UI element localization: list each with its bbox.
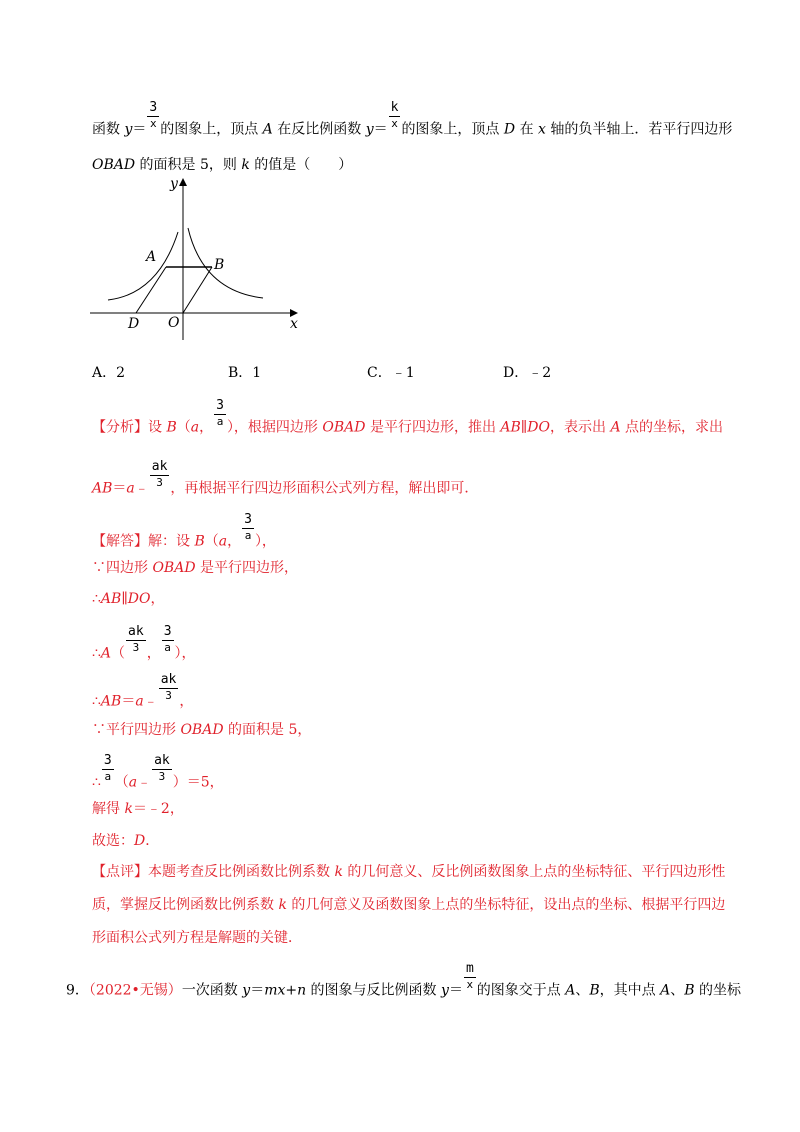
text: 的坐标 [694,982,741,999]
text: ∵四边形 [92,560,153,576]
var-a: a [218,533,228,550]
var-a: a [126,480,135,497]
text: 的图象上，顶点 [160,121,263,138]
text: 是平行四边形，推出 [365,419,501,436]
var-y: y [124,121,133,138]
text: ∴ [92,693,101,710]
text: ∵平行四边形 [92,722,181,738]
text: 的图象上，顶点 [401,121,504,138]
text: 函数 [92,121,125,138]
numerator: 3 [216,398,224,413]
var-y: y [242,982,251,999]
fraction-3-over-a [162,624,174,655]
text: 设 [148,419,167,436]
option-d: D．﹣2 [503,365,552,381]
denominator: a [164,641,171,654]
label-D: D [128,316,140,332]
var-A: A [610,419,621,436]
fraction-3-over-a [214,398,226,429]
fraction-3-over-a [102,753,114,784]
var-AB: AB [100,693,122,710]
var-B: B [589,982,600,999]
denominator: x [466,978,474,991]
analysis-line2 [92,459,479,504]
var-AB-parallel-DO: AB∥DO [100,591,151,607]
denominator: a [104,770,112,783]
var-OBAD: OBAD [152,560,196,576]
solution-step2 [92,558,298,578]
var-A: A [565,982,576,999]
text: ∴ [92,774,101,791]
var-y: y [441,982,449,999]
label-x: x [290,316,298,332]
text: ， [227,533,242,550]
text: 的几何意义、反比例函数图象上点的坐标特征、平行四边形性 [342,864,726,880]
text: 形面积公式列方程是解题的关键． [92,930,302,946]
minus: ﹣ [134,480,149,497]
text: ＝﹣2， [132,801,184,817]
var-A: A [660,982,671,999]
text: （ [204,533,219,550]
equals: ＝ [250,982,265,999]
label-A: A [146,249,157,265]
text: 解：设 [148,533,195,550]
solution-step3 [92,589,165,609]
var-D: D [503,121,516,138]
solution-step5 [92,672,194,717]
comment-line3 [92,928,302,948]
text: （ [111,645,126,662]
text: 的几何意义及函数图象上点的坐标特征，设出点的坐标、根据平行四边 [286,897,726,913]
text: 的图象与反比例函数 [306,982,442,999]
numerator: ak [154,753,170,768]
q8-line1 [92,100,733,145]
var-OBAD: OBAD [180,722,224,738]
var-B: B [194,533,205,550]
analysis-line1 [92,398,724,443]
text: ， [146,645,161,662]
numerator: 3 [163,624,172,639]
comment-line1 [92,862,725,882]
var-OBAD: OBAD [322,419,366,436]
var-AB-parallel-DO: AB∥DO [500,419,550,436]
var-AB: AB [92,480,113,497]
numerator: m [465,961,474,976]
numerator: 3 [244,512,252,527]
text: ∴ [92,645,101,662]
label-O: O [168,315,180,331]
numerator: 3 [149,100,158,115]
option-c: C．﹣1 [367,365,415,381]
text: ∴ [92,591,101,607]
text: ）， [174,645,196,662]
numerator: 3 [103,753,112,768]
denominator: x [391,117,398,130]
var-x: x [538,121,546,138]
var-k: k [278,897,287,913]
segment-AD [136,267,166,313]
numerator: ak [128,624,144,639]
text: 解得 [92,801,125,817]
var-B: B [166,419,177,436]
text: 的面积是 5， [223,722,312,738]
numerator: ak [151,459,168,474]
label-B: B [214,257,225,273]
denominator: a [244,529,252,542]
var-k: k [241,157,250,173]
denominator: 3 [156,476,163,489]
option-a: A．2 [92,365,126,381]
function-graph [88,168,308,340]
var-a: a [128,774,138,791]
numerator: ak [160,672,177,687]
fraction-3-over-x [147,100,159,131]
text: ）＝5， [172,774,224,791]
text: ，其中点 [599,982,661,999]
text: 在 [515,121,539,138]
solution-step7 [92,753,224,798]
var-a: a [190,419,200,436]
solution-step9 [92,831,159,851]
expr-mx-plus-n: mx+n [264,982,307,999]
fraction-ak-over-3 [150,459,170,490]
text: 轴的负半轴上．若平行四边形 [545,121,733,138]
equals: ＝ [132,121,147,138]
denominator: 3 [132,641,140,654]
text: ），根据四边形 [226,419,323,436]
text: 在反比例函数 [272,121,366,138]
fraction-ak-over-3 [152,753,172,784]
equals: ＝ [112,480,127,497]
question-number: 9． [66,982,89,999]
comment-line2 [92,895,725,915]
text: ，再根据平行四边形面积公式列方程，解出即可． [170,480,479,497]
curve-k-over-x [108,232,178,300]
minus: ﹣ [143,693,158,710]
var-A: A [100,645,112,662]
fraction-ak-over-3 [159,672,179,703]
numerator: k [390,100,399,115]
fraction-k-over-x [389,100,401,131]
question-source: （2022•无锡） [88,982,182,999]
text: 、 [575,982,590,999]
minus: ﹣ [137,774,152,791]
comment-tag: 【点评】 [92,864,148,880]
text: 故选： [92,833,134,849]
var-k: k [124,801,133,817]
segment-BO [183,267,212,313]
denominator: 3 [165,689,172,702]
option-b: B．1 [228,365,262,381]
text: ， [199,419,214,436]
text: ）， [254,533,276,550]
fraction-m-over-x [464,961,476,992]
text: 的图象交于点 [476,982,566,999]
denominator: x [149,117,157,130]
fraction-ak-over-3 [126,624,146,655]
var-a: a [135,693,144,710]
var-y: y [365,121,374,138]
equals: ＝ [373,121,388,138]
solution-step6 [92,720,311,740]
denominator: a [216,415,224,428]
text: 质，掌握反比例函数比例系数 [92,897,279,913]
label-y: y [170,176,178,192]
text: 本题考查反比例函数比例系数 [148,864,335,880]
fraction-3-over-a [242,512,254,543]
text: （ [176,419,191,436]
var-D: D [134,833,146,849]
question9-line [66,961,741,1006]
var-OBAD: OBAD [92,157,136,173]
text: 的值是（ ） [249,157,353,173]
solution-tag: 【解答】 [92,533,148,550]
equals: ＝ [121,693,136,710]
text: 点的坐标，求出 [620,419,724,436]
var-A: A [262,121,273,138]
text: ， [150,591,165,607]
denominator: 3 [158,770,166,783]
solution-step1 [92,512,276,557]
text: 的面积是 5，则 [135,157,242,173]
text: 是平行四边形， [195,560,299,576]
text: 、 [670,982,685,999]
text: ， [179,693,194,710]
solution-step8 [92,799,184,819]
equals: ＝ [448,982,463,999]
var-B: B [684,982,695,999]
var-k: k [334,864,343,880]
text: ，表示出 [549,419,611,436]
solution-step4 [92,624,196,669]
text: 一次函数 [181,982,243,999]
text: ． [145,833,160,849]
analysis-tag: 【分析】 [92,419,148,436]
text: （ [114,774,129,791]
